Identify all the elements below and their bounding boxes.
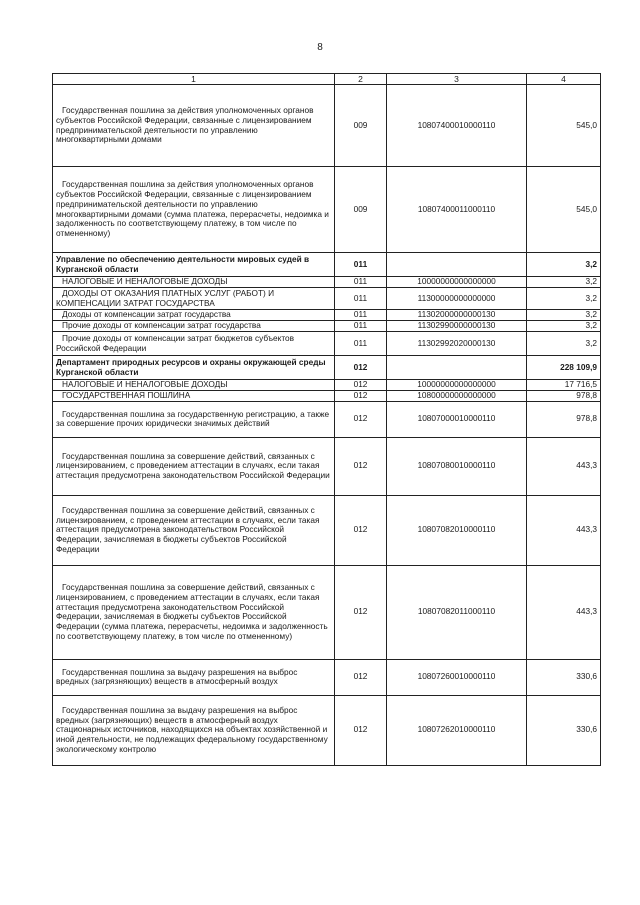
row-admin-code-cell: 012 (335, 391, 387, 402)
row-revenue-code-cell: 10807400010000110 (387, 85, 527, 167)
row-revenue-code-cell: 11300000000000000 (387, 288, 527, 310)
row-revenue-code-cell (387, 253, 527, 277)
row-amount-cell: 3,2 (527, 253, 601, 277)
row-admin-code-cell: 012 (335, 659, 387, 695)
row-revenue-code-cell: 10000000000000000 (387, 380, 527, 391)
row-amount-cell: 3,2 (527, 310, 601, 321)
page-number: 8 (317, 42, 323, 53)
row-revenue-code-cell: 10800000000000000 (387, 391, 527, 402)
row-amount-cell: 443,3 (527, 495, 601, 565)
row-admin-code-cell: 011 (335, 332, 387, 356)
row-revenue-code-cell: 10807262010000110 (387, 695, 527, 765)
row-name-cell: Прочие доходы от компенсации затрат государства (53, 321, 335, 332)
table-body (53, 74, 601, 766)
row-admin-code-cell: 012 (335, 356, 387, 380)
row-amount-cell: 17 716,5 (527, 380, 601, 391)
table-row (53, 380, 601, 391)
table-row (53, 659, 601, 695)
row-name-cell: Государственная пошлина за государственную регистрацию, а также за совершение прочих юридически значимых действий (53, 401, 335, 437)
table-row (53, 288, 601, 310)
table-row (53, 321, 601, 332)
table-row (53, 401, 601, 437)
row-admin-code-cell: 009 (335, 85, 387, 167)
row-name-cell: НАЛОГОВЫЕ И НЕНАЛОГОВЫЕ ДОХОДЫ (53, 277, 335, 288)
row-admin-code-cell: 012 (335, 495, 387, 565)
row-amount-cell: 545,0 (527, 85, 601, 167)
table-row (53, 495, 601, 565)
table-row (53, 310, 601, 321)
row-amount-cell: 330,6 (527, 695, 601, 765)
row-revenue-code-cell: 10807000010000110 (387, 401, 527, 437)
row-name-cell: Государственная пошлина за действия уполномоченных органов субъектов Российской Федерации, связанные с лицензированием предпринимательской деятельности по управлению многоквартирными домами (53, 85, 335, 167)
row-admin-code-cell: 012 (335, 565, 387, 659)
row-name-cell: ГОСУДАРСТВЕННАЯ ПОШЛИНА (53, 391, 335, 402)
row-amount-cell: 3,2 (527, 288, 601, 310)
table-row (53, 253, 601, 277)
row-admin-code-cell: 012 (335, 380, 387, 391)
row-name-cell: Государственная пошлина за выдачу разрешения на выброс вредных (загрязняющих) веществ в атмосферный воздух (53, 659, 335, 695)
row-revenue-code-cell: 10807260010000110 (387, 659, 527, 695)
row-name-cell: Государственная пошлина за выдачу разрешения на выброс вредных (загрязняющих) веществ в атмосферный воздух стационарных источников, находящихся на объектах хозяйственной и иной деятельности, не подлежащих федеральному государственному экологическому контролю (53, 695, 335, 765)
row-amount-cell: 978,8 (527, 391, 601, 402)
table-row (53, 565, 601, 659)
table-row (53, 332, 601, 356)
table-row (53, 695, 601, 765)
row-admin-code-cell: 011 (335, 321, 387, 332)
row-amount-cell: 978,8 (527, 401, 601, 437)
header-col-3: 3 (387, 74, 527, 85)
row-name-cell: НАЛОГОВЫЕ И НЕНАЛОГОВЫЕ ДОХОДЫ (53, 380, 335, 391)
row-amount-cell: 3,2 (527, 332, 601, 356)
row-admin-code-cell: 012 (335, 695, 387, 765)
row-amount-cell: 330,6 (527, 659, 601, 695)
header-col-1: 1 (53, 74, 335, 85)
table-row (53, 167, 601, 253)
table-row (53, 437, 601, 495)
row-amount-cell: 228 109,9 (527, 356, 601, 380)
row-revenue-code-cell: 10807400011000110 (387, 167, 527, 253)
row-admin-code-cell: 012 (335, 401, 387, 437)
row-admin-code-cell: 011 (335, 253, 387, 277)
row-revenue-code-cell: 10807082010000110 (387, 495, 527, 565)
row-revenue-code-cell: 11302000000000130 (387, 310, 527, 321)
header-col-2: 2 (335, 74, 387, 85)
row-name-cell: Департамент природных ресурсов и охраны окружающей среды Курганской области (53, 356, 335, 380)
row-name-cell: Прочие доходы от компенсации затрат бюджетов субъектов Российской Федерации (53, 332, 335, 356)
header-col-4: 4 (527, 74, 601, 85)
table-row (53, 356, 601, 380)
table-row (53, 277, 601, 288)
row-admin-code-cell: 011 (335, 277, 387, 288)
revenue-table (52, 73, 601, 766)
table-row (53, 85, 601, 167)
row-name-cell: Доходы от компенсации затрат государства (53, 310, 335, 321)
row-admin-code-cell: 011 (335, 310, 387, 321)
row-revenue-code-cell: 10000000000000000 (387, 277, 527, 288)
row-amount-cell: 443,3 (527, 565, 601, 659)
row-name-cell: Государственная пошлина за совершение действий, связанных с лицензированием, с проведением аттестации в случаях, если такая аттестация предусмотрена законодательством Российской Федерации (53, 437, 335, 495)
row-name-cell: Государственная пошлина за совершение действий, связанных с лицензированием, с проведением аттестации в случаях, если такая аттестация предусмотрена законодательством Российской Федерации, зачисляемая в бюджеты субъектов Российской Федерации (сумма платежа, перерасчеты, недоимка и задолженность по соответствующему платежу, в том числе по отмененному) (53, 565, 335, 659)
table-header-row (53, 74, 601, 85)
row-revenue-code-cell: 10807082011000110 (387, 565, 527, 659)
row-amount-cell: 3,2 (527, 321, 601, 332)
row-revenue-code-cell: 10807080010000110 (387, 437, 527, 495)
row-amount-cell: 3,2 (527, 277, 601, 288)
row-name-cell: Управление по обеспечению деятельности мировых судей в Курганской области (53, 253, 335, 277)
row-admin-code-cell: 012 (335, 437, 387, 495)
row-revenue-code-cell (387, 356, 527, 380)
row-revenue-code-cell: 11302990000000130 (387, 321, 527, 332)
row-revenue-code-cell: 11302992020000130 (387, 332, 527, 356)
row-amount-cell: 443,3 (527, 437, 601, 495)
row-name-cell: Государственная пошлина за совершение действий, связанных с лицензированием, с проведением аттестации в случаях, если такая аттестация предусмотрена законодательством Российской Федерации, зачисляемая в бюджеты субъектов Российской Федерации (53, 495, 335, 565)
row-admin-code-cell: 009 (335, 167, 387, 253)
row-name-cell: ДОХОДЫ ОТ ОКАЗАНИЯ ПЛАТНЫХ УСЛУГ (РАБОТ) И КОМПЕНСАЦИИ ЗАТРАТ ГОСУДАРСТВА (53, 288, 335, 310)
table-row (53, 391, 601, 402)
row-name-cell: Государственная пошлина за действия уполномоченных органов субъектов Российской Федерации, связанные с лицензированием предпринимательской деятельности по управлению многоквартирными домами (сумма платежа, перерасчеты, недоимка и задолженность по соответствующему платежу, в том числе по отмененному) (53, 167, 335, 253)
row-admin-code-cell: 011 (335, 288, 387, 310)
row-amount-cell: 545,0 (527, 167, 601, 253)
